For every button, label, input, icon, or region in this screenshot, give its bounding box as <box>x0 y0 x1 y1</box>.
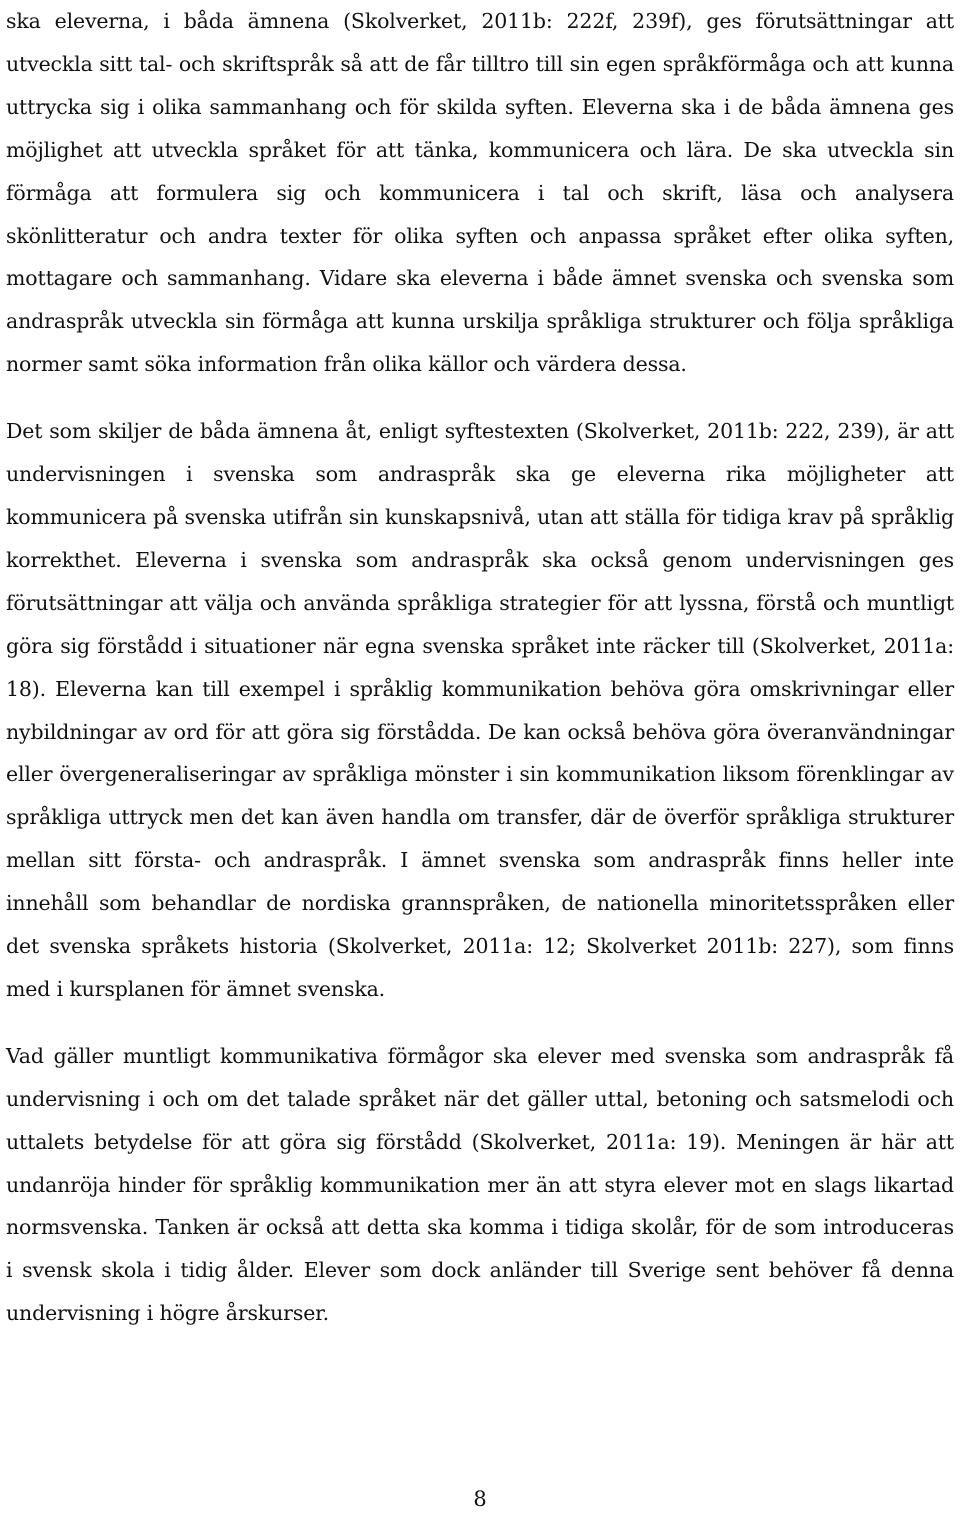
page-number: 8 <box>473 1487 487 1511</box>
document-page <box>6 0 954 1335</box>
paragraph-2: Det som skiljer de båda ämnena åt, enligt syftestexten (Skolverket, 2011b: 222, 239), är att undervisningen i svenska som andraspråk ska ge eleverna rika möjligheter att kommunicera på svenska utifrån sin kunskapsnivå, utan att ställa för tidiga krav på språklig korrekthet. Eleverna i svenska som andraspråk ska också genom undervisningen ges förutsättningar att välja och använda språkliga strategier för att lyssna, förstå och muntligt göra sig förstådd i situationer när egna svenska språket inte räcker till (Skolverket, 2011a: 18). Eleverna kan till exempel i språklig kommunikation behöva göra omskrivningar eller nybildningar av ord för att göra sig förstådda. De kan också behöva göra överanvändningar eller övergeneraliseringar av språkliga mönster i sin kommunikation liksom förenklingar av språkliga uttryck men det kan även handla om transfer, där de överför språkliga strukturer mellan sitt första- och andraspråk. I ämnet svenska som andraspråk finns heller inte innehåll som behandlar de nordiska grannspråken, de nationella minoritetsspråken eller det svenska språkets historia (Skolverket, 2011a: 12; Skolverket 2011b: 227), som finns med i kursplanen för ämnet svenska. <box>6 419 954 1001</box>
paragraph-3: Vad gäller muntligt kommunikativa förmågor ska elever med svenska som andraspråk få undervisning i och om det talade språket när det gäller uttal, betoning och satsmelodi och uttalets betydelse för att göra sig förstådd (Skolverket, 2011a: 19). Meningen är här att undanröja hinder för språklig kommunikation mer än att styra elever mot en slags likartad normsvenska. Tanken är också att detta ska komma i tidiga skolår, för de som introduceras i svensk skola i tidig ålder. Elever som dock anländer till Sverige sent behöver få denna undervisning i högre årskurser. <box>6 1043 954 1326</box>
paragraph-1: ska eleverna, i båda ämnena (Skolverket, 2011b: 222f, 239f), ges förutsättningar att utveckla sitt tal- och skriftspråk så att de får tilltro till sin egen språkförmåga och att kunna uttrycka sig i olika sammanhang och för skilda syften. Eleverna ska i de båda ämnena ges möjlighet att utveckla språket för att tänka, kommunicera och lära. De ska utveckla sin förmåga att formulera sig och kommunicera i tal och skrift, läsa och analysera skönlitteratur och andra texter för olika syften och anpassa språket efter olika syften, mottagare och sammanhang. Vidare ska eleverna i både ämnet svenska och svenska som andraspråk utveckla sin förmåga att kunna urskilja språkliga strukturer och följa språkliga normer samt söka information från olika källor och värdera dessa. <box>6 9 954 377</box>
